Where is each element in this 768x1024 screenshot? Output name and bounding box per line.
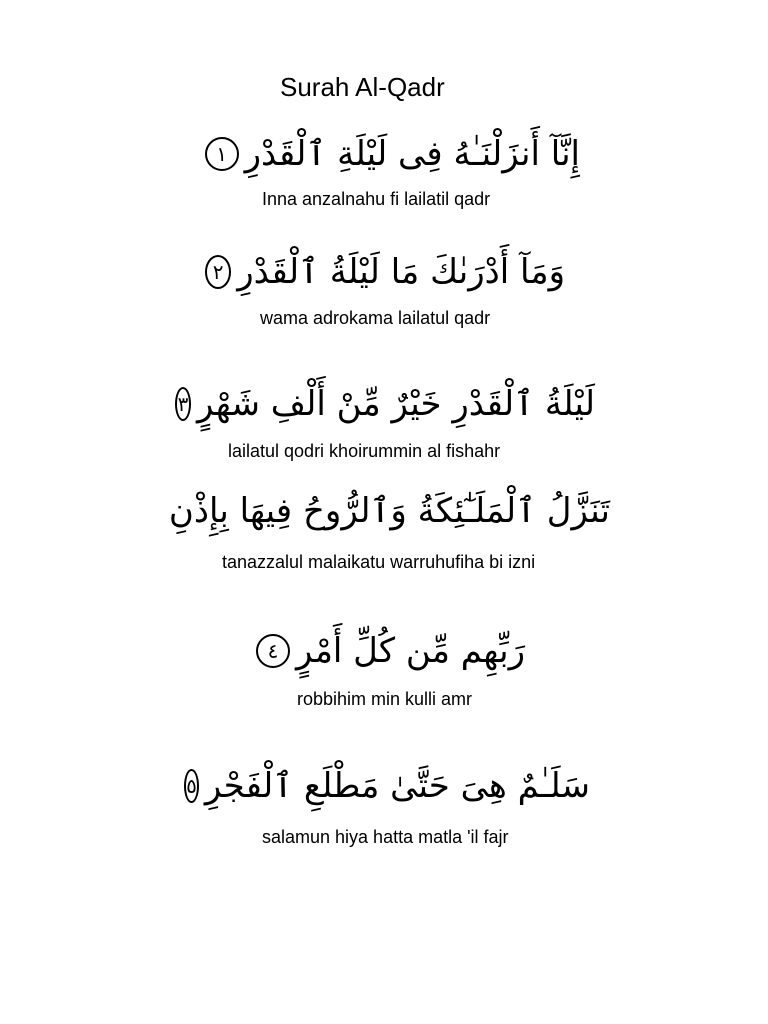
verse-4-arabic-text-part-1: تَنَزَّلُ ٱلْمَلَـٰٓئِكَةُ وَٱلرُّوحُ فِيهَا بِإِذْنِ <box>168 491 610 531</box>
verse-5-arabic-text: سَلَـٰمٌ هِىَ حَتَّىٰ مَطْلَعِ ٱلْفَجْرِ <box>204 766 590 806</box>
verse-5-transliteration: salamun hiya hatta matla 'il fajr <box>262 827 509 847</box>
verse-1-arabic <box>200 130 580 178</box>
ayah-number-1: ١ <box>205 137 239 171</box>
verse-4-arabic-text-part-2: رَبِّهِم مِّن كُلِّ أَمْرٍ <box>295 631 525 671</box>
verse-1-transliteration: Inna anzalnahu fi lailatil qadr <box>262 189 491 209</box>
verse-4-transliteration-part-2: robbihim min kulli amr <box>297 689 473 709</box>
verse-3-arabic-text: لَيْلَةُ ٱلْقَدْرِ خَيْرٌ مِّنْ أَلْفِ شَهْرٍ <box>197 384 595 424</box>
verse-3-arabic <box>175 380 595 428</box>
ayah-number-2: ٢ <box>205 255 231 289</box>
verse-4-arabic-part-2 <box>245 627 525 675</box>
page-title: Surah Al-Qadr <box>280 72 445 102</box>
ayah-number-5: ٥ <box>184 769 199 803</box>
verse-4-arabic-part-1 <box>168 487 610 535</box>
verse-2-arabic-text: وَمَآ أَدْرَىٰكَ مَا لَيْلَةُ ٱلْقَدْرِ <box>237 252 565 292</box>
verse-1-arabic-text: إِنَّآ أَنزَلْنَـٰهُ فِى لَيْلَةِ ٱلْقَدْرِ <box>244 134 580 174</box>
ayah-number-4: ٤ <box>256 634 290 668</box>
verse-3-transliteration: lailatul qodri khoirummin al fishahr <box>228 441 501 461</box>
verse-5-arabic <box>186 762 590 810</box>
verse-2-arabic <box>205 248 565 296</box>
verse-2-transliteration: wama adrokama lailatul qadr <box>260 308 491 328</box>
ayah-number-3: ٣ <box>175 387 191 421</box>
verse-4-transliteration-part-1: tanazzalul malaikatu warruhufiha bi izni <box>222 552 536 572</box>
